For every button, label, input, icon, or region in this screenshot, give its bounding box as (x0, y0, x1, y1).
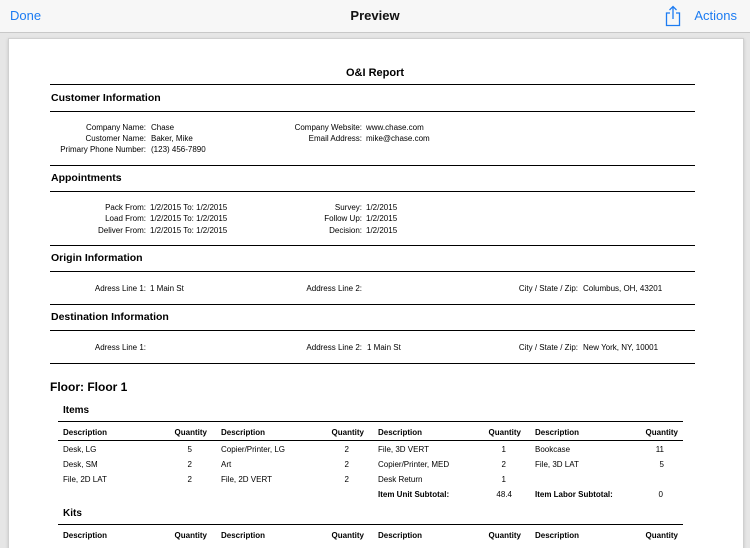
load-value: 1/2/2015 To: 1/2/2015 (150, 214, 228, 223)
kits-col-description: Description (378, 531, 423, 540)
item-labor-subtotal-label: Item Labor Subtotal: (535, 490, 613, 499)
followup-label: Follow Up: (324, 214, 362, 223)
item-unit-subtotal-value: 48.4 (496, 490, 512, 499)
item-description: Copier/Printer, LG (221, 445, 286, 454)
items-col-quantity: Quantity (488, 428, 521, 437)
item-description: Desk Return (378, 475, 423, 484)
items-col-quantity: Quantity (331, 428, 364, 437)
item-description: File, 3D LAT (535, 460, 579, 469)
report-page (8, 38, 744, 548)
items-col-description: Description (535, 428, 580, 437)
actions-button[interactable]: Actions (694, 8, 737, 23)
items-col-description: Description (378, 428, 423, 437)
followup-value: 1/2/2015 (366, 214, 398, 223)
destination-address2-value: 1 Main St (367, 343, 401, 352)
divider (50, 330, 695, 331)
destination-address1-label: Adress Line 1: (94, 343, 146, 352)
origin-address2-label: Address Line 2: (306, 284, 362, 293)
kits-col-quantity: Quantity (645, 531, 678, 540)
company-name-label: Company Name: (85, 123, 146, 132)
divider (50, 111, 695, 112)
divider (50, 165, 695, 166)
pack-value: 1/2/2015 To: 1/2/2015 (150, 203, 228, 212)
item-labor-subtotal-value: 0 (658, 490, 663, 499)
kits-heading: Kits (63, 508, 82, 519)
email-label: Email Address: (308, 134, 362, 143)
destination-address2-label: Address Line 2: (306, 343, 362, 352)
items-col-quantity: Quantity (645, 428, 678, 437)
item-description: File, 2D LAT (63, 475, 107, 484)
company-name-value: Chase (151, 123, 175, 132)
load-label: Load From: (105, 214, 146, 223)
phone-value: (123) 456-7890 (151, 145, 206, 154)
items-col-description: Description (221, 428, 266, 437)
origin-address1-value: 1 Main St (150, 284, 184, 293)
item-quantity: 2 (501, 460, 506, 469)
item-description: File, 2D VERT (221, 475, 272, 484)
item-unit-subtotal-label: Item Unit Subtotal: (378, 490, 450, 499)
item-quantity: 1 (501, 445, 506, 454)
item-quantity: 1 (501, 475, 506, 484)
item-description: Copier/Printer, MED (378, 460, 450, 469)
kits-col-description: Description (535, 531, 580, 540)
item-quantity: 2 (344, 445, 349, 454)
divider (50, 84, 695, 85)
floor-heading: Floor: Floor 1 (50, 380, 128, 394)
appointments-section-heading: Appointments (51, 172, 122, 184)
kits-col-quantity: Quantity (331, 531, 364, 540)
kits-col-description: Description (221, 531, 266, 540)
customer-name-value: Baker, Mike (151, 134, 193, 143)
item-description: Bookcase (535, 445, 571, 454)
item-description: Desk, SM (63, 460, 98, 469)
destination-section-heading: Destination Information (51, 311, 169, 323)
divider (50, 363, 695, 364)
destination-city-value: New York, NY, 10001 (583, 343, 659, 352)
item-description: File, 3D VERT (378, 445, 429, 454)
item-quantity: 2 (187, 460, 192, 469)
item-quantity: 11 (655, 445, 664, 454)
kits-col-quantity: Quantity (174, 531, 207, 540)
deliver-value: 1/2/2015 To: 1/2/2015 (150, 226, 228, 235)
customer-name-label: Customer Name: (85, 134, 146, 143)
phone-label: Primary Phone Number: (60, 145, 146, 154)
pack-label: Pack From: (105, 203, 146, 212)
item-quantity: 2 (187, 475, 192, 484)
items-col-description: Description (63, 428, 108, 437)
page-title: Preview (350, 8, 400, 23)
origin-city-label: City / State / Zip: (518, 284, 578, 293)
origin-address1-label: Adress Line 1: (94, 284, 146, 293)
survey-label: Survey: (334, 203, 362, 212)
divider (58, 440, 683, 441)
report-title: O&I Report (345, 67, 405, 79)
items-col-quantity: Quantity (174, 428, 207, 437)
email-value: mike@chase.com (366, 134, 430, 143)
item-quantity: 2 (344, 460, 349, 469)
divider (50, 271, 695, 272)
decision-value: 1/2/2015 (366, 226, 398, 235)
item-quantity: 5 (659, 460, 664, 469)
divider (58, 421, 683, 422)
divider (50, 304, 695, 305)
done-button[interactable]: Done (10, 8, 42, 23)
destination-city-label: City / State / Zip: (518, 343, 578, 352)
deliver-label: Deliver From: (97, 226, 146, 235)
items-heading: Items (63, 405, 90, 416)
kits-col-description: Description (63, 531, 108, 540)
website-value: www.chase.com (366, 123, 424, 132)
share-icon[interactable] (664, 5, 682, 27)
item-quantity: 5 (187, 445, 192, 454)
origin-section-heading: Origin Information (51, 252, 143, 264)
survey-value: 1/2/2015 (366, 203, 398, 212)
origin-city-value: Columbus, OH, 43201 (583, 284, 663, 293)
item-description: Desk, LG (63, 445, 97, 454)
customer-section-heading: Customer Information (51, 92, 161, 104)
kits-col-quantity: Quantity (488, 531, 521, 540)
decision-label: Decision: (329, 226, 362, 235)
item-description: Art (221, 460, 232, 469)
divider (50, 191, 695, 192)
navigation-bar (0, 0, 750, 33)
item-quantity: 2 (344, 475, 349, 484)
divider (58, 524, 683, 525)
website-label: Company Website: (294, 123, 362, 132)
divider (50, 245, 695, 246)
